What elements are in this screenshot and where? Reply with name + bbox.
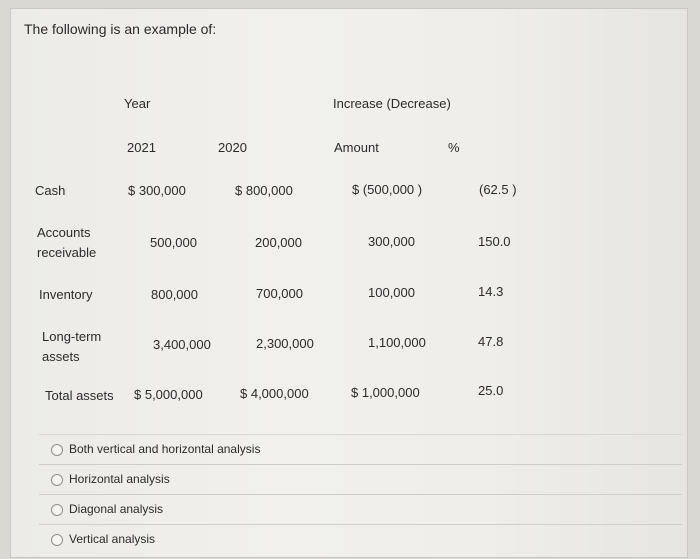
option-vertical-analysis[interactable] — [39, 524, 682, 554]
cell-inventory-amount: 100,000 — [368, 285, 415, 300]
answer-options — [39, 434, 682, 554]
option-label: Both vertical and horizontal analysis — [69, 442, 261, 456]
radio-button[interactable] — [51, 444, 63, 456]
cell-lta-amount: 1,100,000 — [368, 335, 426, 350]
cell-cash-2020: $ 800,000 — [235, 183, 293, 198]
cell-cash-amount: $ (500,000 ) — [352, 182, 423, 197]
row-label-cash: Cash — [35, 183, 66, 198]
cell-cash-2021: $ 300,000 — [128, 183, 186, 198]
cell-inventory-2021: 800,000 — [151, 287, 198, 302]
row-label-long-term-assets: Long-term assets — [42, 329, 102, 364]
cell-cash-pct: (62.5 ) — [479, 182, 517, 197]
cell-lta-pct: 47.8 — [478, 334, 504, 349]
option-label: Vertical analysis — [69, 532, 156, 546]
question-card — [10, 8, 688, 558]
radio-button[interactable] — [51, 504, 63, 516]
cell-lta-2021: 3,400,000 — [153, 337, 211, 352]
header-year: Year — [124, 96, 151, 111]
cell-inventory-2020: 700,000 — [256, 286, 303, 301]
cell-ar-amount: 300,000 — [368, 234, 415, 249]
question-text: The following is an example of: — [24, 21, 217, 37]
row-label-inventory: Inventory — [39, 287, 93, 302]
header-amount: Amount — [334, 140, 379, 155]
option-label: Horizontal analysis — [69, 472, 170, 486]
cell-ar-2020: 200,000 — [255, 235, 302, 250]
radio-button[interactable] — [51, 534, 63, 546]
option-both-analysis[interactable] — [39, 434, 682, 464]
row-label-total-assets: Total assets — [45, 388, 114, 403]
cell-ar-2021: 500,000 — [150, 235, 197, 250]
row-label-accounts-receivable: Accounts receivable — [37, 225, 97, 260]
option-horizontal-analysis[interactable] — [39, 464, 682, 494]
header-2020: 2020 — [218, 140, 247, 155]
cell-ar-pct: 150.0 — [478, 234, 511, 249]
option-diagonal-analysis[interactable] — [39, 494, 682, 524]
cell-total-2021: $ 5,000,000 — [134, 387, 203, 402]
cell-total-2020: $ 4,000,000 — [240, 386, 309, 401]
cell-total-pct: 25.0 — [478, 383, 504, 398]
cell-total-amount: $ 1,000,000 — [351, 385, 420, 400]
header-2021: 2021 — [127, 140, 156, 155]
header-percent: % — [448, 140, 460, 155]
cell-lta-2020: 2,300,000 — [256, 336, 314, 351]
option-label: Diagonal analysis — [69, 502, 164, 516]
header-increase-decrease: Increase (Decrease) — [333, 96, 451, 111]
radio-button[interactable] — [51, 474, 63, 486]
cell-inventory-pct: 14.3 — [478, 284, 504, 299]
